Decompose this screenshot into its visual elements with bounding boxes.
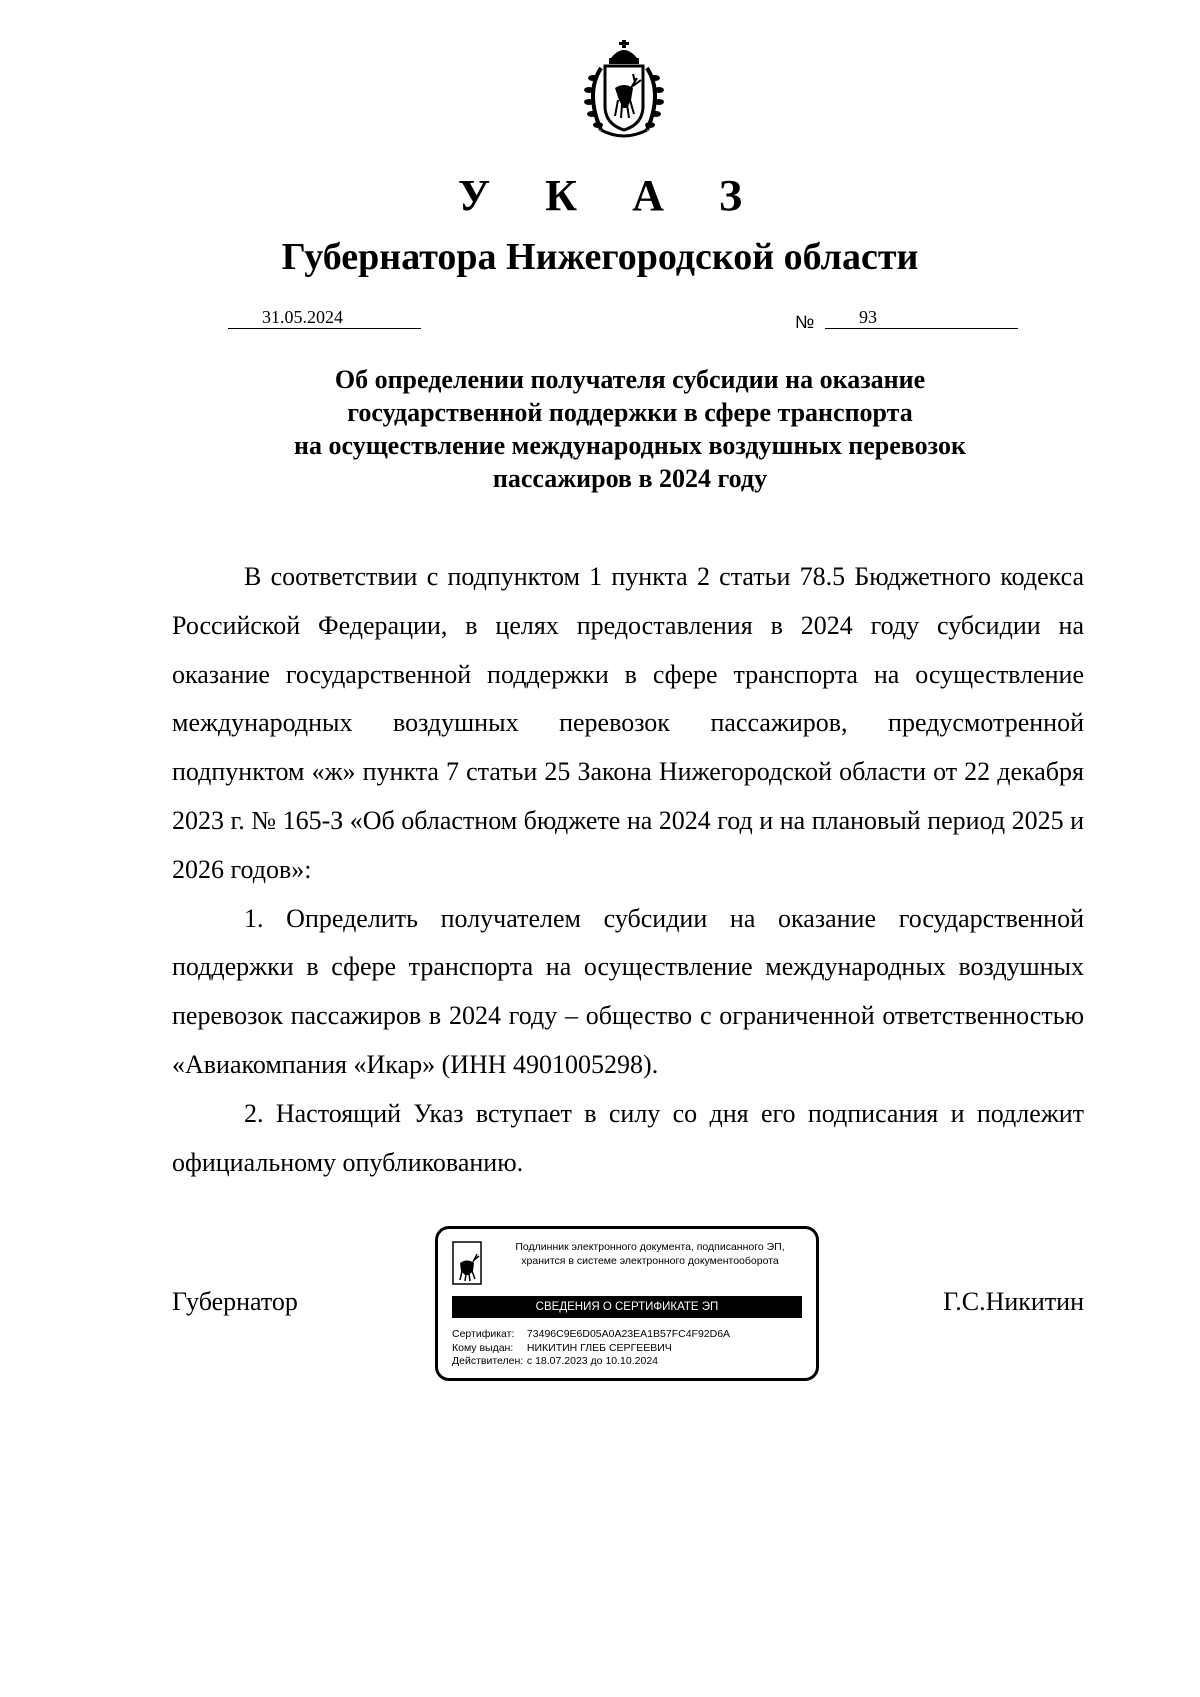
stamp-header: [490, 1240, 810, 1268]
number-sign: №: [795, 312, 815, 332]
signatory-name: Г.С.Никитин: [943, 1287, 1084, 1316]
certificate-details: [452, 1328, 730, 1369]
heading-line: пассажиров в 2024 году: [492, 464, 768, 493]
certificate-info-bar: СВЕДЕНИЯ О СЕРТИФИКАТЕ ЭП: [452, 1296, 802, 1318]
stamp-header-line: Подлинник электронного документа, подписанного ЭП,: [515, 1241, 785, 1253]
item-1-paragraph: 1. Определить получателем субсидии на оказание государственной поддержки в сфере транспорта на осуществление международных воздушных перевозок пассажиров в 2024 году – общество с ограниченной ответственностью «Авиакомпания «Икар» (ИНН 4901005298).: [172, 903, 1084, 1079]
signatory-position: Губернатор: [172, 1287, 298, 1316]
stamp-header-line: хранится в системе электронного документооборота: [521, 1255, 779, 1267]
document-body: [172, 553, 1084, 1187]
deer-emblem-icon: [452, 1241, 482, 1285]
preamble-paragraph: В соответствии с подпунктом 1 пункта 2 статьи 78.5 Бюджетного кодекса Российской Федерации, в целях предоставления в 2024 году субсидии на оказание государственной поддержки в сфере транспорта на осуществление международных воздушных перевозок пассажиров, предусмотренной подпунктом «ж» пункта 7 статьи 25 Закона Нижегородской области от 22 декабря 2023 г. № 165-З «Об областном бюджете на 2024 год и на плановый период 2025 и 2026 годов»:: [172, 562, 1084, 884]
owner-value: НИКИТИН ГЛЕБ СЕРГЕЕВИЧ: [526, 1341, 672, 1354]
validity-row: [452, 1355, 730, 1369]
document-title: У К А З: [457, 171, 765, 220]
document-date: 31.05.2024: [228, 306, 421, 329]
certificate-label: Сертификат:: [452, 1328, 515, 1340]
electronic-signature-stamp: [435, 1226, 819, 1381]
nizhny-novgorod-coat-of-arms-icon: [571, 38, 677, 142]
document-subtitle: Губернатора Нижегородской области: [281, 236, 919, 278]
validity-value: с 18.07.2023 до 10.10.2024: [526, 1355, 658, 1367]
heading-line: Об определении получателя субсидии на оказание: [334, 365, 926, 394]
owner-row: [452, 1342, 730, 1356]
certificate-value: 73496C9E6D05A0A23EA1B57FC4F92D6A: [526, 1328, 731, 1340]
item-2-paragraph: 2. Настоящий Указ вступает в силу со дня его подписания и подлежит официальному опубликованию.: [172, 1098, 1084, 1177]
heading-line: на осуществление международных воздушных перевозок: [294, 431, 966, 460]
heading-line: государственной поддержки в сфере транспорта: [347, 398, 913, 427]
validity-label: Действителен:: [452, 1355, 524, 1367]
certificate-row: [452, 1328, 730, 1342]
document-heading: [200, 363, 1060, 495]
document-number: 93: [825, 306, 1018, 329]
owner-label: Кому выдан:: [452, 1341, 514, 1354]
